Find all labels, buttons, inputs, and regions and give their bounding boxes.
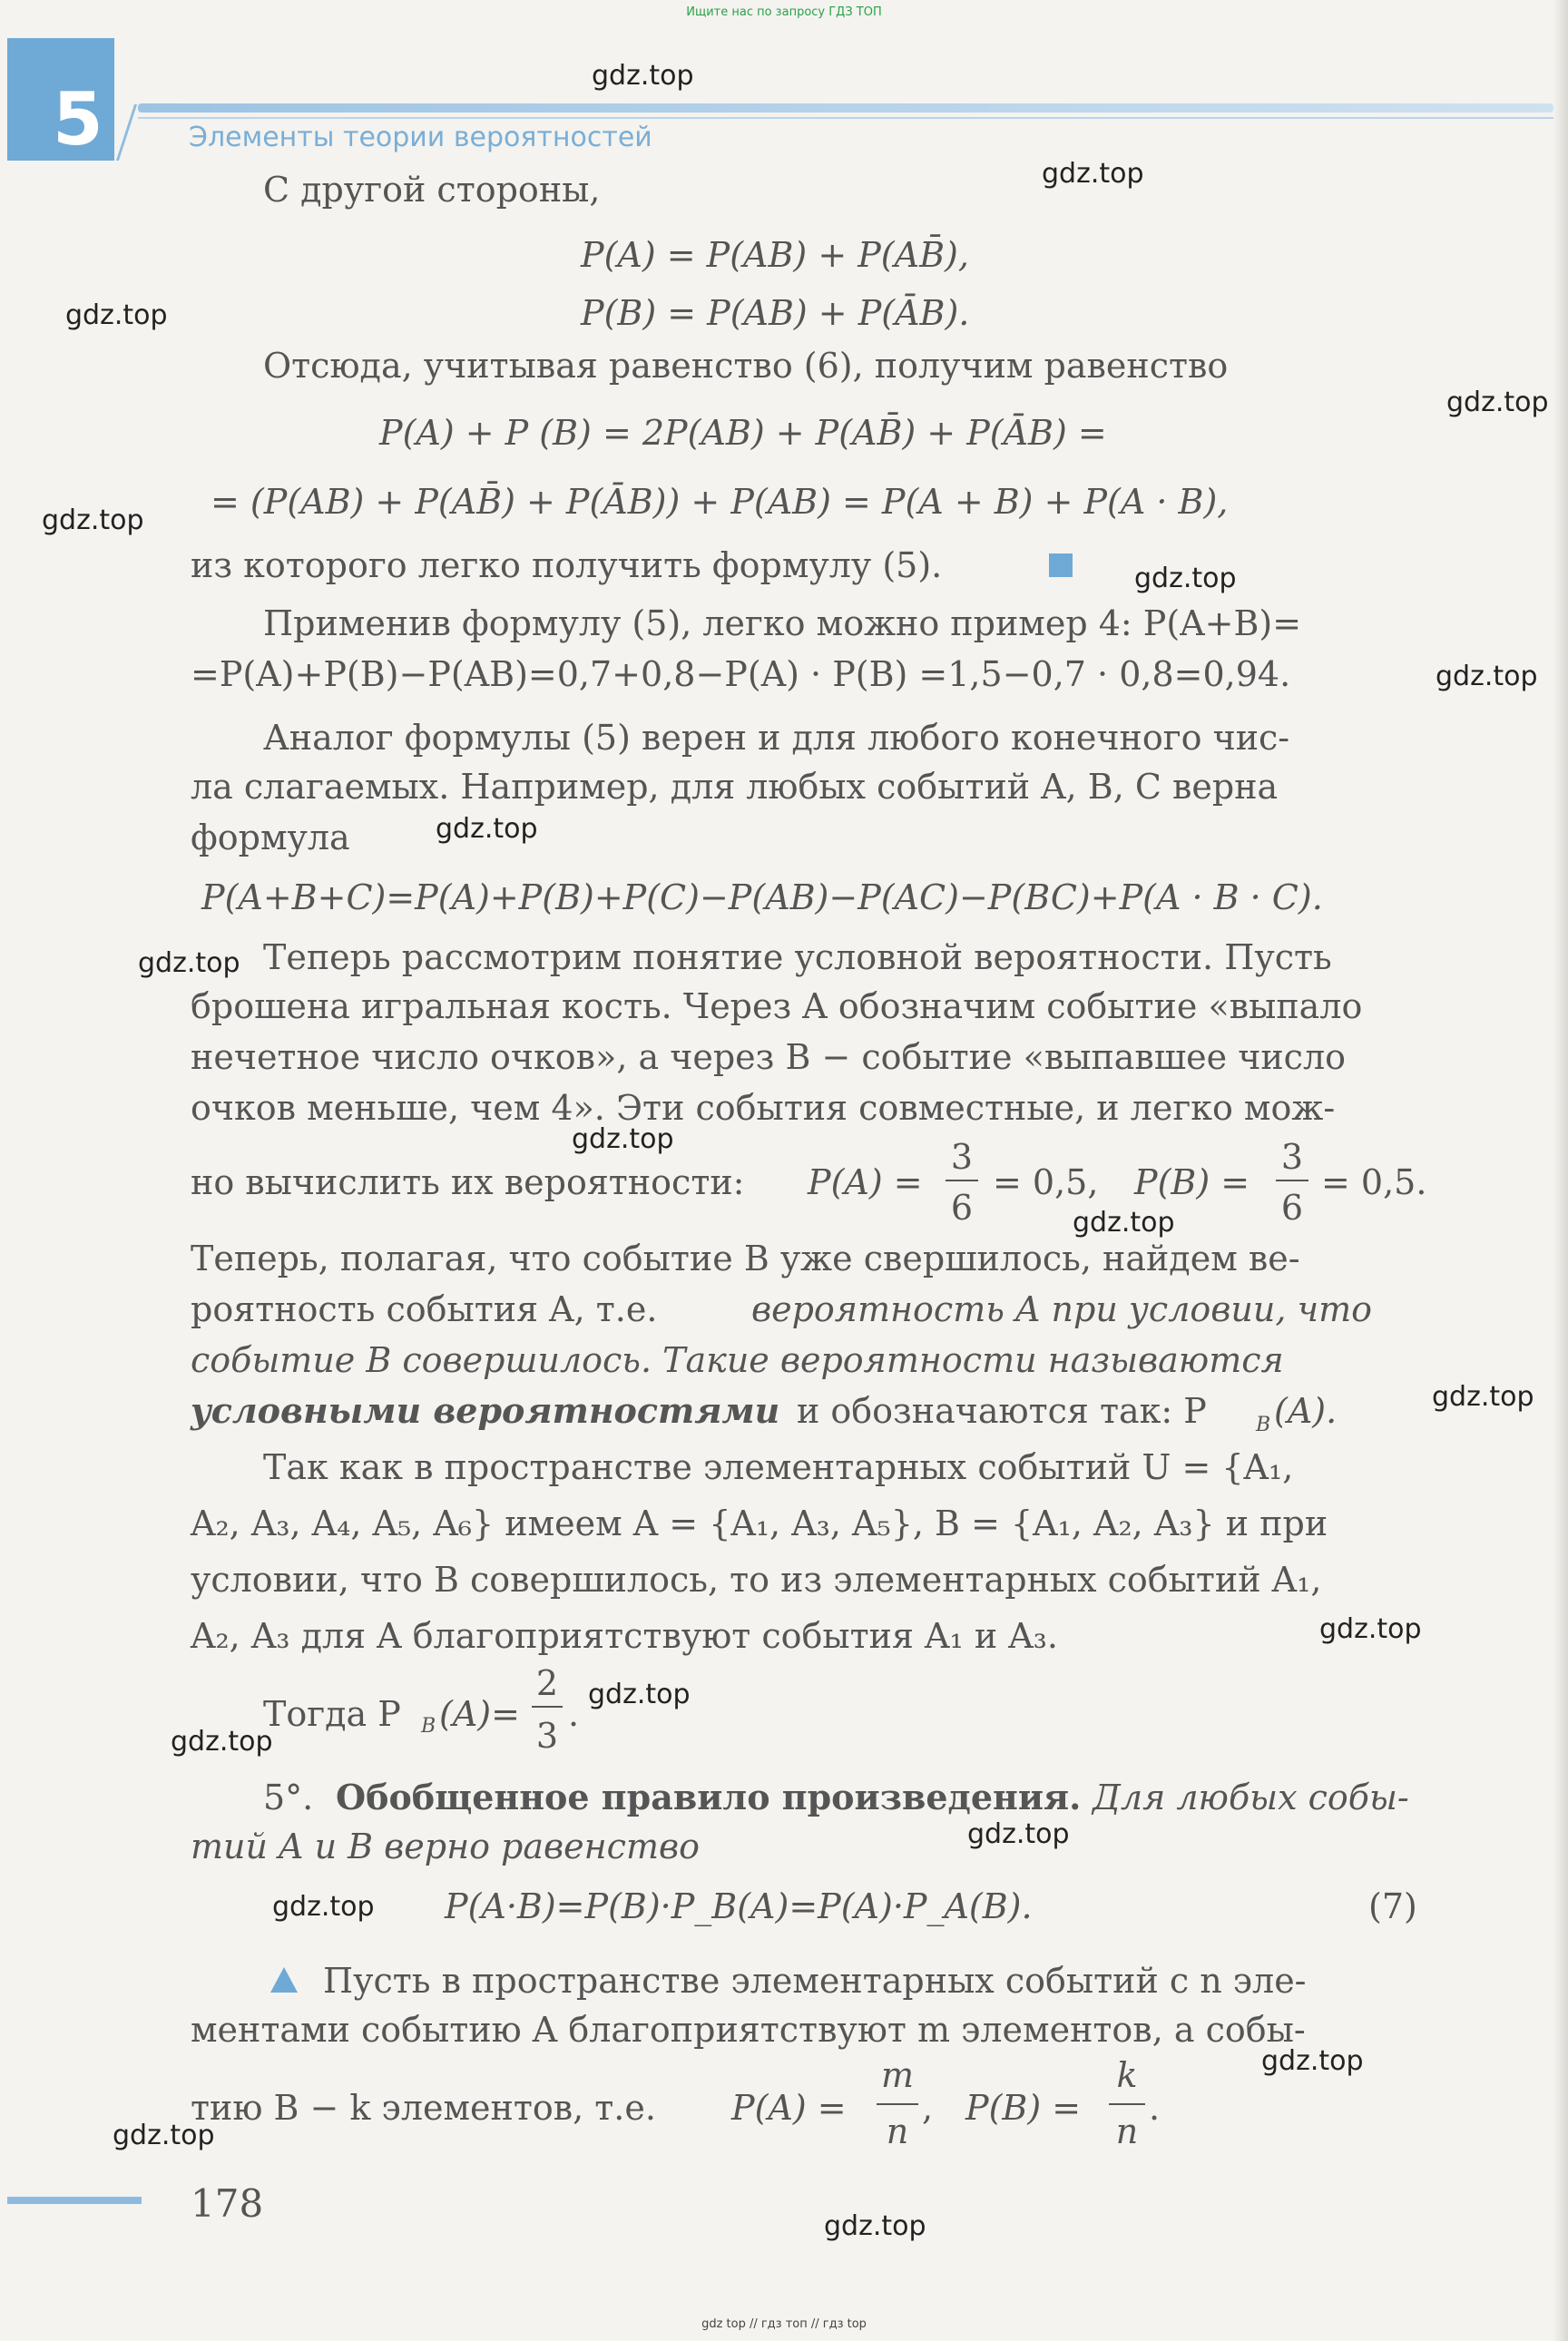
text-line: Аналог формулы (5) верен и для любого конечного чис-: [263, 718, 1290, 758]
frac-value: = 0,5,: [993, 1162, 1099, 1202]
term-conditional-probability: условными вероятностями: [191, 1390, 780, 1431]
frac-den: 3: [535, 1716, 559, 1756]
frac-bar: [1109, 2103, 1145, 2105]
text-line: Пусть в пространстве элементарных событий с n эле-: [323, 1961, 1307, 2001]
formula-expand: = (P(AB) + P(AB̄) + P(ĀB)) + P(AB) = P(A + B) + P(A · B),: [211, 482, 1229, 522]
frac-den: n: [886, 2111, 909, 2151]
watermark: gdz.top: [42, 504, 144, 536]
text-line: ла слагаемых. Например, для любых событий A, B, C верна: [191, 767, 1279, 807]
watermark: gdz.top: [824, 2210, 926, 2242]
frac-bar: [1276, 1180, 1308, 1181]
watermark: gdz.top: [138, 947, 240, 979]
frac-den: n: [1115, 2111, 1139, 2151]
frac-den: 6: [1280, 1188, 1304, 1228]
watermark: gdz.top: [1436, 661, 1538, 692]
text-line: нечетное число очков», а через B − событие «выпавшее число: [191, 1037, 1346, 1077]
watermark: gdz.top: [113, 2120, 215, 2151]
text-line: роятность события A, т.е.: [191, 1289, 658, 1329]
text-line: Теперь, полагая, что событие B уже свершилось, найдем ве-: [191, 1239, 1300, 1278]
text-line: Отсюда, учитывая равенство (6), получим равенство: [263, 346, 1229, 386]
watermark: gdz.top: [1261, 2045, 1364, 2077]
frac-bar: [877, 2103, 918, 2105]
text-line: A₂, A₃ для A благоприятствуют события A₁ и A₃.: [191, 1616, 1058, 1656]
text-line: и обозначаются так: P: [797, 1391, 1207, 1431]
text-line: С другой стороны,: [263, 170, 601, 210]
prob-b-label: P(B) =: [965, 2088, 1082, 2128]
page-number: 178: [191, 2181, 264, 2226]
prob-a-label: P(A) =: [808, 1162, 923, 1202]
text-line-italic: тий A и B верно равенство: [191, 1827, 700, 1866]
header-rule: [138, 103, 1553, 113]
header-slash: [116, 104, 137, 161]
frac-num: 3: [950, 1137, 974, 1177]
watermark: gdz.top: [1134, 563, 1237, 594]
text-line: условии, что B совершилось, то из элементарных событий A₁,: [191, 1560, 1322, 1600]
period: .: [1149, 2088, 1161, 2128]
proof-start-triangle: [270, 1967, 298, 1993]
formula-number: (7): [1368, 1886, 1417, 1926]
text-line-italic: Для любых собы-: [1093, 1778, 1409, 1817]
frac-bar: [946, 1180, 978, 1181]
frac-num: 2: [535, 1663, 559, 1703]
text-line: из которого легко получить формулу (5).: [191, 545, 943, 585]
text-line: Так как в пространстве элементарных событий U = {A₁,: [263, 1447, 1294, 1487]
watermark: gdz.top: [1042, 158, 1144, 190]
text-line: (A).: [1274, 1391, 1338, 1431]
subscript: B: [1256, 1414, 1271, 1436]
footer-rule: [7, 2197, 142, 2204]
text-line: но вычислить их вероятности:: [191, 1162, 745, 1202]
text-line: ментами событию A благоприятствуют m элементов, а собы-: [191, 2010, 1306, 2050]
watermark: gdz.top: [588, 1679, 691, 1710]
watermark: gdz.top: [1432, 1381, 1534, 1413]
text-line-italic: вероятность A при условии, что: [751, 1289, 1373, 1329]
text-line: Тогда P: [263, 1694, 401, 1734]
formula-sum: P(A) + P (B) = 2P(AB) + P(AB̄) + P(ĀB) =: [379, 413, 1107, 453]
frac-bar: [532, 1706, 563, 1708]
watermark: gdz.top: [436, 813, 538, 845]
text-line: A₂, A₃, A₄, A₅, A₆} имеем A = {A₁, A₃, A₅}, B = {A₁, A₂, A₃} и при: [191, 1504, 1328, 1543]
text-line: брошена игральная кость. Через A обозначим событие «выпало: [191, 986, 1363, 1026]
watermark: gdz.top: [65, 299, 168, 331]
frac-num: k: [1116, 2055, 1138, 2095]
text-line: формула: [191, 818, 350, 857]
text-line: (A)=: [439, 1694, 520, 1734]
section-title: Обобщенное правило произведения.: [336, 1777, 1082, 1817]
watermark: gdz.top: [592, 60, 694, 92]
watermark: gdz.top: [1073, 1207, 1175, 1239]
period: .: [568, 1694, 580, 1734]
formula-three-events: P(A+B+C)=P(A)+P(B)+P(C)−P(AB)−P(AC)−P(BC)+P(A · B · C).: [201, 877, 1323, 917]
chapter-number: 5: [53, 77, 103, 162]
formula-product-rule: P(A·B)=P(B)·P_B(A)=P(A)·P_A(B).: [445, 1886, 1033, 1926]
text-line: Применив формулу (5), легко можно пример 4: P(A+B)=: [263, 603, 1302, 643]
header-rule-thin: [138, 117, 1553, 119]
top-promo-note: Ищите нас по запросу ГДЗ ТОП: [686, 5, 882, 19]
text-line: =P(A)+P(B)−P(AB)=0,7+0,8−P(A) · P(B) =1,5−0,7 · 0,8=0,94.: [191, 654, 1291, 694]
bottom-note: gdz top // гдз топ // гдз top: [701, 2317, 867, 2331]
watermark: gdz.top: [967, 1818, 1070, 1850]
watermark: gdz.top: [1319, 1613, 1422, 1645]
prob-a-label: P(A) =: [731, 2088, 847, 2128]
comma: ,: [922, 2088, 934, 2128]
proof-end-square: [1049, 553, 1073, 577]
frac-num: m: [880, 2055, 915, 2095]
formula-pb: P(B) = P(AB) + P(ĀB).: [581, 293, 970, 333]
text-line-italic: событие B совершилось. Такие вероятности называются: [191, 1340, 1284, 1380]
frac-den: 6: [950, 1188, 974, 1228]
subscript: B: [421, 1715, 436, 1738]
text-line: тию B − k элементов, т.е.: [191, 2088, 656, 2128]
prob-b-label: P(B) =: [1134, 1162, 1250, 1202]
watermark: gdz.top: [1446, 387, 1549, 418]
text-line: Теперь рассмотрим понятие условной вероятности. Пусть: [263, 937, 1332, 977]
text-line: очков меньше, чем 4». Эти события совместные, и легко мож-: [191, 1088, 1336, 1128]
frac-value: = 0,5.: [1321, 1162, 1427, 1202]
watermark: gdz.top: [171, 1726, 273, 1758]
frac-num: 3: [1280, 1137, 1304, 1177]
formula-pa: P(A) = P(AB) + P(AB̄),: [581, 235, 969, 275]
watermark: gdz.top: [272, 1891, 375, 1923]
watermark: gdz.top: [572, 1123, 674, 1155]
page-edge-shadow: [1553, 0, 1568, 2341]
chapter-title: Элементы теории вероятностей: [189, 122, 652, 153]
section-number: 5°.: [263, 1778, 314, 1817]
